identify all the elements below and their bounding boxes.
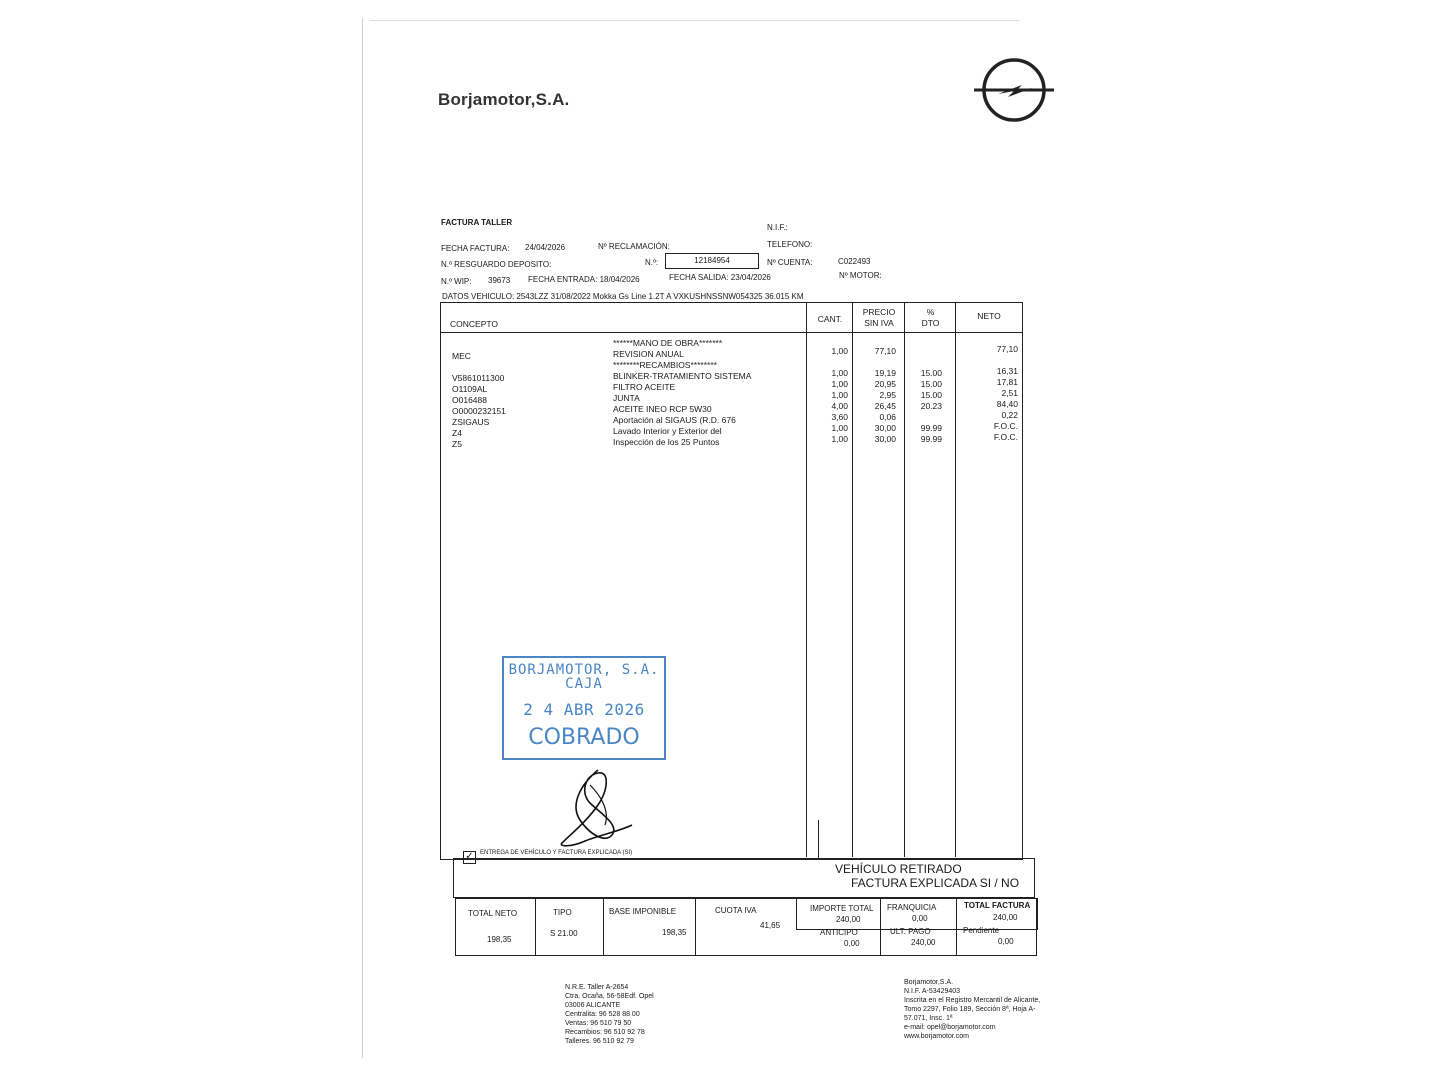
table-dto bbox=[906, 346, 942, 357]
opel-logo-icon bbox=[972, 56, 1056, 124]
table-cant bbox=[808, 357, 848, 368]
table-precio: 30,00 bbox=[874, 423, 896, 433]
table-cant: 1,00 bbox=[831, 368, 848, 378]
table-precio: 20,95 bbox=[874, 379, 896, 389]
table-code bbox=[452, 340, 602, 351]
table-neto: F.O.C. bbox=[993, 421, 1018, 431]
table-code: ZSIGAUS bbox=[452, 417, 490, 427]
footer-right-line: e-mail: opel@borjamotor.com bbox=[904, 1024, 996, 1031]
table-dto bbox=[906, 357, 942, 368]
footer-right-line: Tomo 2297, Folio 189, Sección 8ª, Hoja A- bbox=[904, 1006, 1036, 1013]
cuota-value: 41,65 bbox=[760, 921, 781, 930]
precio-column bbox=[854, 335, 896, 445]
wip-value: 39673 bbox=[488, 276, 511, 285]
stamp-line-1: BORJAMOTOR, S.A. bbox=[508, 662, 660, 678]
table-cant: 3,60 bbox=[831, 412, 848, 422]
table-code bbox=[452, 362, 602, 373]
table-precio bbox=[854, 357, 896, 368]
totals-divider-4 bbox=[880, 898, 881, 955]
footer-left-line: Recambios: 96 510 92 78 bbox=[565, 1029, 645, 1036]
footer-right-line: Borjamotor,S.A. bbox=[904, 979, 954, 986]
document-title: FACTURA TALLER bbox=[441, 218, 513, 227]
totals-divider-3 bbox=[695, 898, 696, 955]
table-neto: 17,81 bbox=[996, 377, 1018, 387]
header-dto-2: DTO bbox=[921, 318, 940, 328]
col-divider-1 bbox=[806, 302, 807, 857]
col-divider-3 bbox=[904, 302, 905, 857]
telefono-label: TELEFONO: bbox=[767, 240, 813, 249]
franquicia-label: FRANQUICIA bbox=[887, 903, 937, 912]
datos-vehiculo: DATOS VEHICULO: 2543LZZ 31/08/2022 Mokka Gs Line 1.2T A VXKUSHNSSNW054325 36.015 KM bbox=[442, 292, 804, 301]
table-code: MEC bbox=[452, 351, 471, 361]
cant-column bbox=[808, 335, 848, 445]
table-dto: 99.99 bbox=[920, 434, 942, 444]
totals-divider-5 bbox=[956, 898, 957, 955]
table-cant: 1,00 bbox=[831, 434, 848, 444]
header-precio-1: PRECIO bbox=[862, 307, 896, 317]
table-description: FILTRO ACEITE bbox=[613, 382, 676, 392]
footer-right-line: Inscrita en el Registro Mercantil de Alicante, bbox=[904, 997, 1041, 1004]
table-code: O0000232151 bbox=[452, 406, 506, 416]
col-divider-4 bbox=[955, 302, 956, 857]
nif-label: N.I.F.: bbox=[767, 223, 788, 232]
table-precio: 26,45 bbox=[874, 401, 896, 411]
table-precio: 2,95 bbox=[879, 390, 896, 400]
n-value-box: 12184954 bbox=[665, 253, 759, 269]
resguardo-label: N.º RESGUARDO DEPOSITO: bbox=[441, 260, 552, 269]
cuota-label: CUOTA IVA bbox=[715, 906, 757, 915]
table-description: Aportación al SIGAUS (R.D. 676 bbox=[613, 415, 736, 425]
table-neto: 0,22 bbox=[1001, 410, 1018, 420]
footer-left-line: 03006 ALICANTE bbox=[565, 1002, 621, 1009]
table-description: ACEITE INEO RCP 5W30 bbox=[613, 404, 712, 414]
table-neto bbox=[957, 333, 1018, 344]
footer-left-line: Ctra. Ocaña, 56-58Edf. Opel bbox=[565, 993, 654, 1000]
cobrado-stamp bbox=[502, 656, 666, 760]
reclamacion-label: Nº RECLAMACIÓN: bbox=[598, 242, 670, 251]
header-precio-2: SIN IVA bbox=[864, 318, 894, 328]
fecha-factura-label: FECHA FACTURA: bbox=[441, 244, 510, 253]
table-code: O1109AL bbox=[452, 384, 488, 394]
table-neto: 84,40 bbox=[996, 399, 1018, 409]
ult-pago-value: 240,00 bbox=[911, 938, 936, 947]
table-precio: 0,06 bbox=[879, 412, 896, 422]
dto-column bbox=[906, 335, 942, 445]
table-dto: 15.00 bbox=[920, 368, 942, 378]
footer-right-line: 57.071, Insc. 1ª bbox=[904, 1015, 953, 1022]
footer-right bbox=[904, 978, 1040, 1041]
importe-value: 240,00 bbox=[836, 915, 861, 924]
table-description: ******MANO DE OBRA******* bbox=[613, 338, 723, 348]
cuenta-label: Nº CUENTA: bbox=[767, 258, 813, 267]
totals-divider-2 bbox=[603, 898, 604, 955]
table-cant: 1,00 bbox=[831, 346, 848, 356]
table-description: BLINKER-TRATAMIENTO SISTEMA bbox=[613, 371, 752, 381]
table-cant: 4,00 bbox=[831, 401, 848, 411]
footer-right-line: N.I.F. A-53429403 bbox=[904, 988, 961, 995]
table-dto: 15.00 bbox=[920, 379, 942, 389]
table-neto: 2,51 bbox=[1001, 388, 1018, 398]
table-description: ********RECAMBIOS******** bbox=[613, 360, 717, 370]
anticipo-value: 0,00 bbox=[844, 939, 860, 948]
pendiente-label: Pendiente bbox=[963, 926, 1000, 935]
total-factura-value: 240,00 bbox=[993, 913, 1018, 922]
motor-label: Nº MOTOR: bbox=[839, 271, 882, 280]
signature-icon bbox=[550, 765, 640, 850]
retirado-divider bbox=[818, 820, 819, 860]
col-divider-2 bbox=[852, 302, 853, 857]
table-cant: 1,00 bbox=[831, 390, 848, 400]
table-header-divider bbox=[440, 332, 1023, 333]
total-neto-label: TOTAL NETO bbox=[468, 909, 518, 918]
totals-divider-1 bbox=[535, 898, 536, 955]
fecha-factura-value: 24/04/2026 bbox=[525, 243, 566, 252]
ult-pago-label: ULT. PAGO bbox=[890, 927, 931, 936]
header-neto: NETO bbox=[977, 311, 1001, 321]
cuenta-value: C022493 bbox=[838, 257, 871, 266]
franquicia-value: 0,00 bbox=[912, 914, 928, 923]
retirado-line-2: FACTURA EXPLICADA SI / NO bbox=[851, 876, 1020, 890]
table-description: Lavado Interior y Exterior del bbox=[613, 426, 722, 436]
table-neto: 77,10 bbox=[996, 344, 1018, 354]
table-dto bbox=[906, 412, 942, 423]
table-dto: 20.23 bbox=[920, 401, 942, 411]
importe-label: IMPORTE TOTAL bbox=[810, 904, 874, 913]
table-dto: 15.00 bbox=[920, 390, 942, 400]
n-label: N.º: bbox=[645, 258, 659, 267]
table-cant bbox=[808, 335, 848, 346]
table-neto bbox=[957, 355, 1018, 366]
tipo-value: S 21.00 bbox=[550, 929, 578, 938]
table-precio: 77,10 bbox=[874, 346, 896, 356]
fecha-salida: FECHA SALIDA: 23/04/2026 bbox=[669, 273, 771, 282]
entrega-text: ENTREGA DE VEHÍCULO Y FACTURA EXPLICADA (SI) bbox=[480, 850, 633, 856]
stamp-line-2: CAJA bbox=[565, 676, 603, 692]
table-neto: F.O.C. bbox=[993, 432, 1018, 442]
wip-label: N.º WIP: bbox=[441, 277, 472, 286]
base-value: 198,35 bbox=[662, 928, 687, 937]
codes-column bbox=[452, 340, 602, 450]
checkbox-checked-icon: ✓ bbox=[463, 851, 476, 864]
total-neto-value: 198,35 bbox=[487, 935, 512, 944]
table-dto bbox=[906, 335, 942, 346]
fecha-entrada: FECHA ENTRADA: 18/04/2026 bbox=[528, 275, 640, 284]
footer-right-line: www.borjamotor.com bbox=[904, 1033, 969, 1040]
paper-top-edge bbox=[370, 20, 1020, 21]
table-precio bbox=[854, 335, 896, 346]
pendiente-value: 0,00 bbox=[998, 937, 1014, 946]
footer-left-line: Talleres. 96 510 92 79 bbox=[565, 1038, 634, 1045]
table-description: Inspección de los 25 Puntos bbox=[613, 437, 720, 447]
table-code: O016488 bbox=[452, 395, 487, 405]
table-precio: 19,19 bbox=[874, 368, 896, 378]
table-dto: 99.99 bbox=[920, 423, 942, 433]
footer-left-line: Centralita: 96 528 88 00 bbox=[565, 1011, 640, 1018]
table-description: JUNTA bbox=[613, 393, 640, 403]
paper-edge bbox=[362, 18, 363, 1058]
header-cant: CANT. bbox=[817, 314, 843, 324]
table-cant: 1,00 bbox=[831, 423, 848, 433]
table-precio: 30,00 bbox=[874, 434, 896, 444]
header-concepto: CONCEPTO bbox=[450, 319, 499, 329]
footer-left-line: Ventas: 96 510 79 50 bbox=[565, 1020, 632, 1027]
base-label: BASE IMPONIBLE bbox=[609, 907, 677, 916]
table-code: Z5 bbox=[452, 439, 462, 449]
header-dto-1: % bbox=[926, 307, 935, 317]
footer-left bbox=[565, 983, 654, 1046]
table-code: V5861011300 bbox=[452, 373, 505, 383]
stamp-cobrado: COBRADO bbox=[528, 725, 640, 750]
table-description: REVISION ANUAL bbox=[613, 349, 684, 359]
anticipo-label: ANTICIPO bbox=[820, 928, 858, 937]
total-factura-label: TOTAL FACTURA bbox=[964, 901, 1031, 910]
table-cant: 1,00 bbox=[831, 379, 848, 389]
table-neto: 16,31 bbox=[996, 366, 1018, 376]
descriptions-column bbox=[613, 338, 803, 448]
table-code: Z4 bbox=[452, 428, 462, 438]
tipo-label: TIPO bbox=[553, 908, 572, 917]
company-name: Borjamotor,S.A. bbox=[438, 90, 570, 109]
retirado-line-1: VEHÍCULO RETIRADO bbox=[835, 862, 962, 876]
stamp-date: 2 4 ABR 2026 bbox=[523, 700, 645, 719]
neto-column bbox=[957, 333, 1018, 443]
footer-left-line: N.R.E. Taller A-2654 bbox=[565, 984, 629, 991]
